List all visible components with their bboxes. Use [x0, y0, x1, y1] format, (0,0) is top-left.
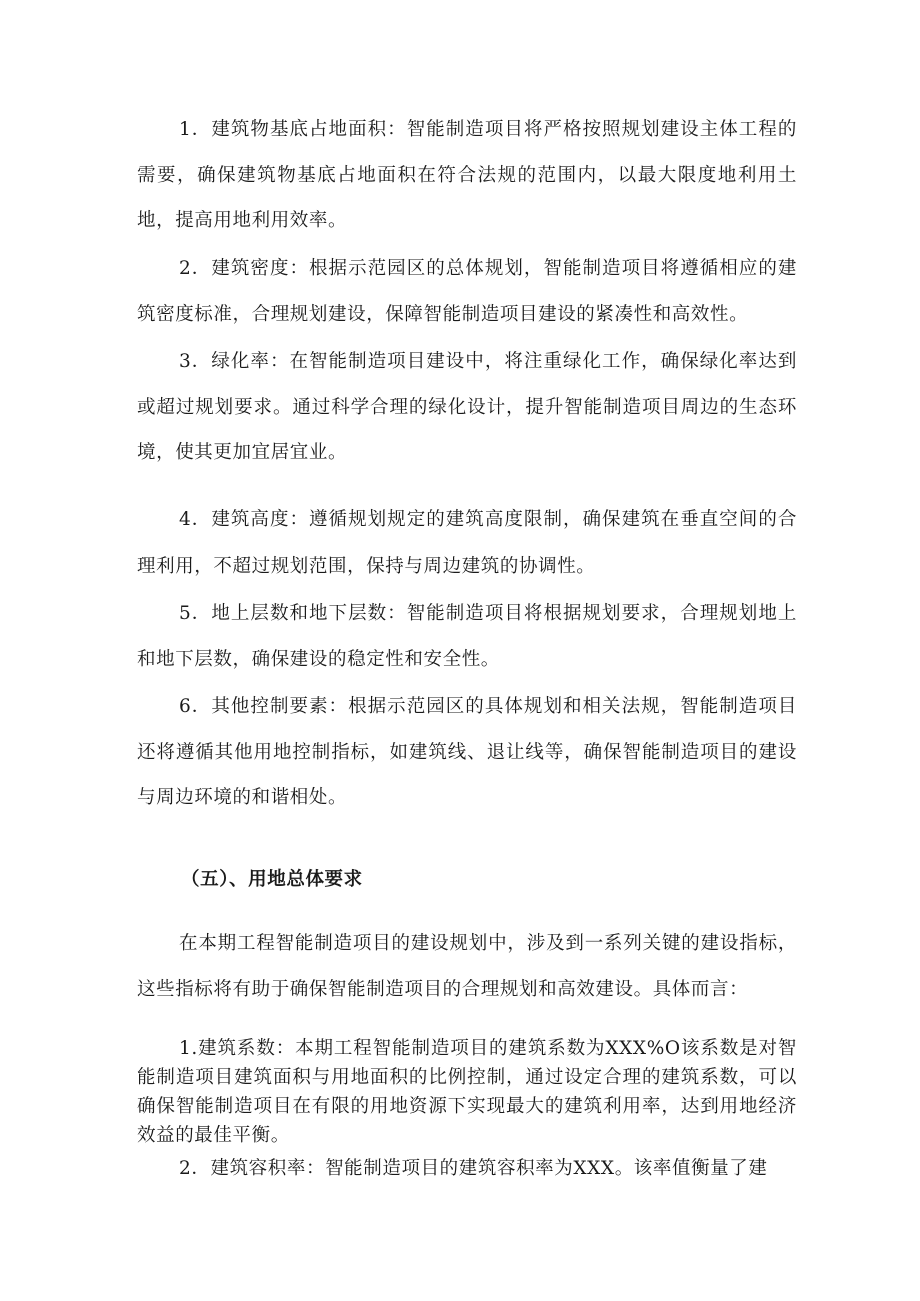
list-text: 建筑密度：根据示范园区的总体规划，智能制造项目将遵循相应的建筑密度标准，合理规划建设，保障智能制造项目建设的紧凑性和高效性。 — [137, 258, 797, 325]
list-item-6 — [137, 684, 797, 821]
list-text: 绿化率：在智能制造项目建设中，将注重绿化工作，确保绿化率达到或超过规划要求。通过科学合理的绿化设计，提升智能制造项目周边的生态环境，使其更加宜居宜业。 — [137, 351, 797, 463]
list-text: 建筑高度：遵循规划规定的建筑高度限制，确保建筑在垂直空间的合理利用，不超过规划范围，保持与周边建筑的协调性。 — [137, 509, 797, 577]
list-number: 1． — [179, 119, 212, 140]
list-text: 建筑物基底占地面积：智能制造项目将严格按照规划建设主体工程的需要，确保建筑物基底占地面积在符合法规的范围内，以最大限度地利用土地，提高用地利用效率。 — [137, 119, 797, 231]
list-item-3 — [137, 339, 797, 476]
section-heading: （五）、用地总体要求 — [181, 869, 363, 890]
list-number: 2． — [179, 1158, 211, 1179]
list-number: 4． — [179, 509, 212, 530]
list-number: 5． — [179, 603, 212, 624]
intro-paragraph: 在本期工程智能制造项目的建设规划中，涉及到一系列关键的建设指标，这些指标将有助于确保智能制造项目的合理规划和高效建设。具体而言： — [137, 933, 797, 1000]
list-item-4 — [137, 496, 797, 590]
list-text: 地上层数和地下层数：智能制造项目将根据规划要求，合理规划地上和地下层数，确保建设的稳定性和安全性。 — [137, 603, 797, 670]
list-item-2 — [137, 246, 797, 337]
list-text: 其他控制要素：根据示范园区的具体规划和相关法规，智能制造项目还将遵循其他用地控制指标，如建筑线、退让线等，确保智能制造项目的建设与周边环境的和谐相处。 — [137, 696, 797, 808]
list-item-1 — [137, 107, 797, 244]
list-item-5 — [137, 591, 797, 682]
list-number: 2． — [179, 258, 212, 279]
list-number: 1. — [179, 1038, 198, 1059]
list-item-b1 — [137, 1034, 797, 1150]
list-text: 建筑系数：本期工程智能制造项目的建筑系数为XXX%O该系数是对智能制造项目建筑面积与用地面积的比例控制，通过设定合理的建筑系数，可以确保智能制造项目在有限的用地资源下实现最大的建筑利用率，达到用地经济效益的最佳平衡。 — [137, 1038, 797, 1146]
list-number: 3． — [179, 351, 212, 372]
list-item-b2 — [137, 1146, 797, 1192]
list-text: 建筑容积率：智能制造项目的建筑容积率为XXX。该率值衡量了建 — [210, 1158, 768, 1179]
list-number: 6． — [179, 696, 212, 717]
